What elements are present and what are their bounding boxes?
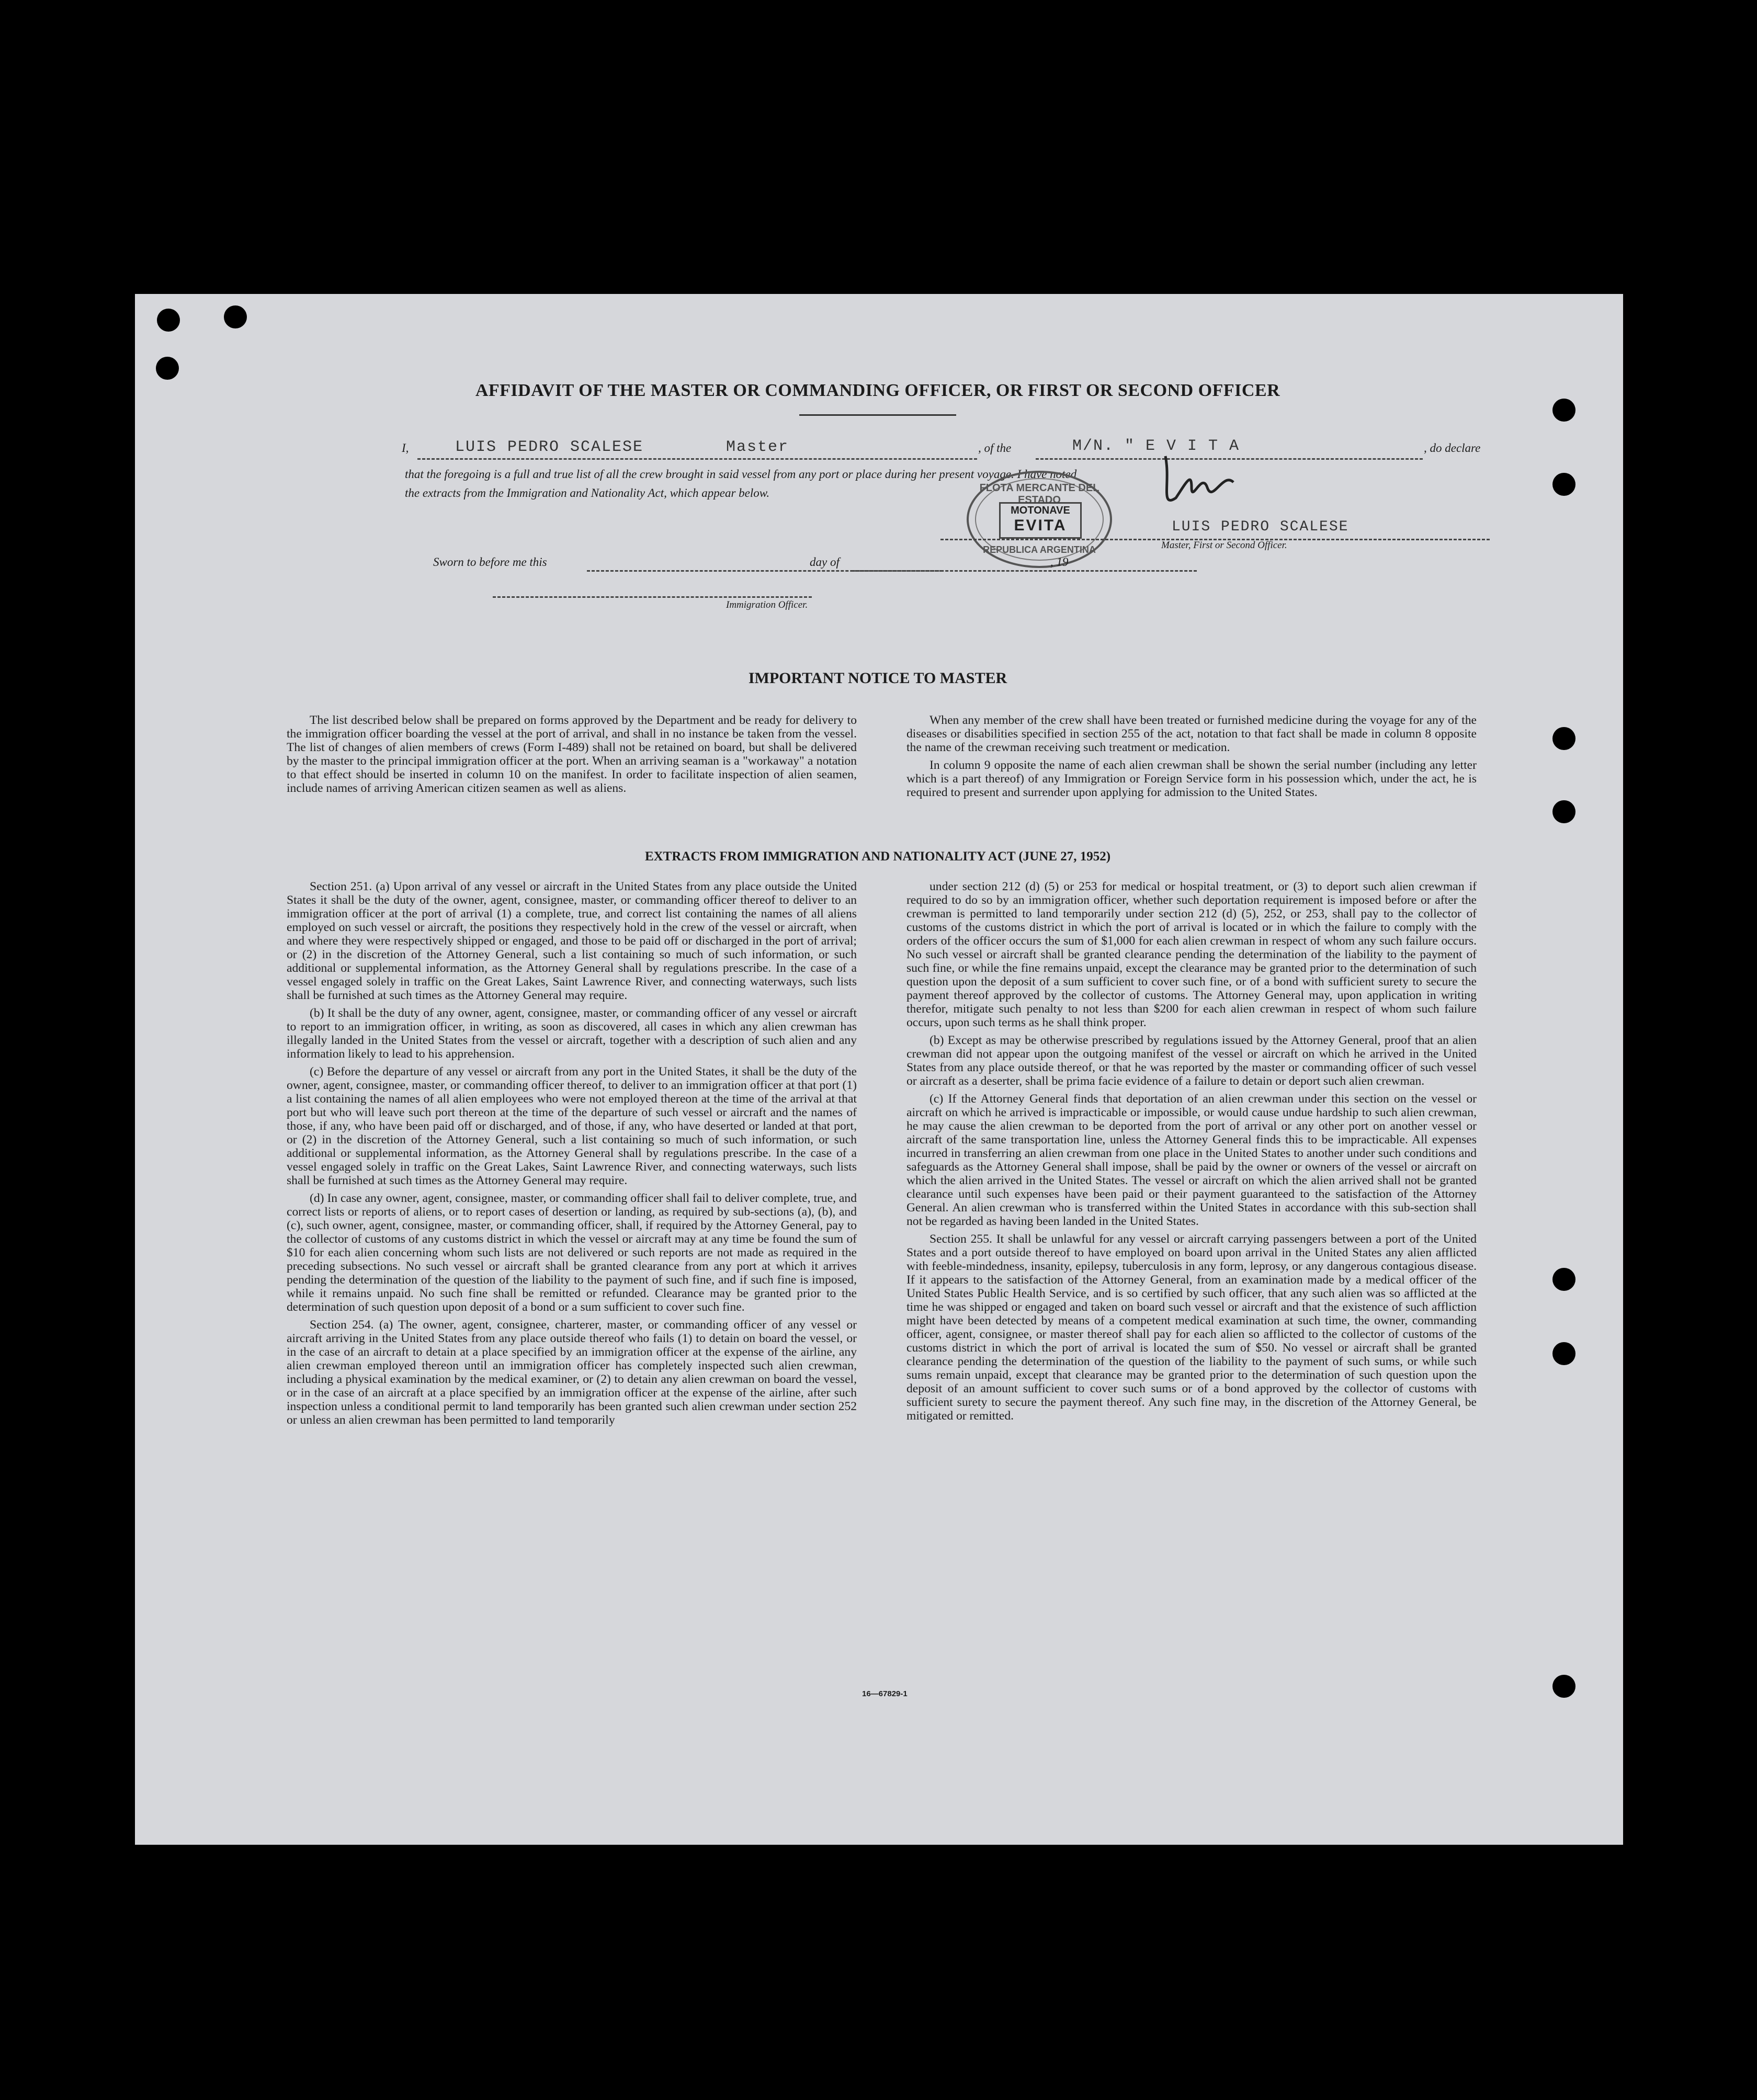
declaration-line-3: the extracts from the Immigration and Nationality Act, which appear below. bbox=[405, 486, 770, 500]
extract-paragraph: (b) Except as may be otherwise prescribed by regulations issued by the Attorney General, proof that an alien crewman did not appear upon the outgoing manifest of the vessel or aircraft on which he arrived in the United States from any place outside thereof, or that he was reported by the master or commanding officer of such vessel or aircraft as a deserter, shall be prima facie evidence of a failure to detain or deport such alien crewman. bbox=[906, 1034, 1477, 1088]
punch-hole bbox=[1552, 473, 1575, 496]
day-of-label: day of bbox=[810, 555, 840, 569]
stamp-bottom-text: REPUBLICA ARGENTINA bbox=[983, 544, 1096, 555]
stamp-box bbox=[999, 502, 1082, 539]
extract-paragraph: Section 255. It shall be unlawful for any vessel or aircraft carrying passengers between a port of the United States and a port outside thereof to have employed on board upon arrival in the United States any alien afflicted with feeble-mindedness, insanity, epilepsy, tuberculosis in any form, leprosy, or any dangerous contagious disease. If it appears to the satisfaction of the Attorney General, from an examination made by a medical officer of the United States Public Health Service, and is so certified by such officer, that any such alien was so afflicted at the time he was shipped or engaged and taken on board such vessel or aircraft and that the existence of such affliction might have been detected by means of a competent medical examination at such time, the owner, commanding officer, agent, consignee, or master thereof shall pay for each alien so afflicted to the collector of customs of the customs district in which the port of arrival is located the sum of $50. No vessel or aircraft shall be granted clearance pending the determination of the question of the liability to the payment of such sums, or while such sums remain unpaid, except that clearance may be granted prior to the determination of such question upon the deposit of an amount sufficient to cover such sums or of a bond approved by the collector of customs with sufficient surety to secure the payment thereof. Any such fine may, in the discretion of the Attorney General, be mitigated or remitted. bbox=[906, 1232, 1477, 1423]
master-name: LUIS PEDRO SCALESE bbox=[455, 438, 644, 456]
extracts-right-column bbox=[906, 880, 1477, 1427]
do-declare-label: , do declare bbox=[1424, 441, 1481, 455]
form-number: 16—67829-1 bbox=[862, 1689, 908, 1698]
stamp-name-2: EVITA bbox=[1014, 517, 1067, 534]
punch-hole bbox=[1552, 1342, 1575, 1365]
vessel-stamp bbox=[967, 471, 1112, 568]
stamp-name-1: MOTONAVE bbox=[1011, 505, 1070, 516]
officer-signature-line bbox=[493, 596, 812, 598]
master-rank: Master bbox=[726, 438, 789, 456]
sworn-label: Sworn to before me this bbox=[433, 555, 547, 569]
document-sheet bbox=[135, 294, 1623, 1845]
signature-caption: Master, First or Second Officer. bbox=[1161, 540, 1287, 551]
extract-paragraph: (c) If the Attorney General finds that deportation of an alien crewman under this section on the vessel or aircraft on which he arrived is impracticable or impossible, or would cause undue hardship to such alien crewman, he may cause the alien crewman to be deported from the port of arrival or any other port on another vessel or aircraft of the same transportation line, unless the Attorney General finds this to be impracticable. All expenses incurred in transferring an alien crewman from one place in the United States to another under such conditions and safeguards as the Attorney General shall impose, shall be paid by the owner or owners of the vessel or aircraft on which the alien arrived in the United States. The vessel or aircraft on which the alien arrived shall not be granted clearance until such expenses have been paid or their payment guaranteed to the satisfaction of the Attorney General. An alien crewman who is transferred within the United States in accordance with this sub-section shall not be regarded as having been landed in the United States. bbox=[906, 1092, 1477, 1228]
stamp-top-text: FLOTA MERCANTE DEL ESTADO bbox=[979, 482, 1099, 506]
year-prefix: , 19 bbox=[1050, 555, 1069, 569]
extract-paragraph: (d) In case any owner, agent, consignee, master, or commanding officer shall fail to deliver complete, true, and correct lists or reports of aliens, or to report cases of desertion or landing, as required by sub-sections (a), (b), and (c), such owner, agent, consignee, master, or commanding officer, shall, if required by the Attorney General, pay to the collector of customs of any customs district in which the vessel or aircraft may at any time be found the sum of $10 for each alien concerning whom such lists are not delivered or such reports are not made as required in the preceding subsections. No such vessel or aircraft shall be granted clearance from any port at which it arrives pending the determination of the question of the liability to the payment of such fine, and if such fine is imposed, while it remains unpaid. No such fine shall be remitted or refunded. Clearance may be granted prior to the determination of such question upon deposit of a bond or a sum sufficient to cover such fine. bbox=[287, 1191, 857, 1314]
signature-mark bbox=[1155, 451, 1244, 519]
punch-hole bbox=[224, 305, 247, 328]
notice-left-text bbox=[287, 713, 857, 799]
notice-title: IMPORTANT NOTICE TO MASTER bbox=[748, 669, 1007, 687]
punch-hole bbox=[1552, 800, 1575, 823]
extract-paragraph: Section 254. (a) The owner, agent, consignee, charterer, master, or commanding officer of any vessel or aircraft arriving in the United States from any place outside thereof who fails (1) to detain on board the vessel, or in the case of an aircraft to detain at a place specified by an immigration officer at the expense of the airline, any alien crewman employed thereon until an immigration officer has completely inspected such alien crewman, including a physical examination by the medical examiner, or (2) to detain any alien crewman on board the vessel, or in the case of an aircraft at a place specified by an immigration officer at the expense of the airline, after such inspection unless a conditional permit to land temporarily has been granted such alien crewman under section 252 or unless an alien crewman has been permitted to land temporarily bbox=[287, 1318, 857, 1427]
extracts-left-column bbox=[287, 880, 857, 1431]
punch-hole bbox=[1552, 399, 1575, 422]
signature-typed-name: LUIS PEDRO SCALESE bbox=[1172, 519, 1349, 535]
extract-paragraph: (b) It shall be the duty of any owner, agent, consignee, master, or commanding officer of any vessel or aircraft to report to an immigration officer, in writing, as soon as discovered, all cases in which any alien crewman has illegally landed in the United States from the vessel or aircraft, together with a description of such alien and any information likely to lead to his apprehension. bbox=[287, 1006, 857, 1061]
extract-paragraph: (c) Before the departure of any vessel or aircraft from any port in the United States, it shall be the duty of the owner, agent, consignee, master, or commanding officer thereof, to deliver to an immigration officer at that port (1) a list containing the names of all alien employees who were not employed thereon at the time of the arrival at that port but who will leave such port thereon at the time of the departure of such vessel or aircraft and the names of those, if any, who have been paid off or discharged, and of those, if any, who have deserted or landed at that port, or (2) in the discretion of the Attorney General, such a list containing so much of such information, or such additional or supplemental information, as the Attorney General shall by regulations prescribe. In the case of a vessel engaged solely in traffic on the Great Lakes, Saint Lawrence River, and connecting waterways, such lists shall be furnished at such times as the Attorney General may require. bbox=[287, 1065, 857, 1187]
name-line bbox=[417, 458, 977, 460]
punch-hole bbox=[1552, 727, 1575, 750]
of-the-label: , of the bbox=[978, 441, 1012, 455]
officer-caption: Immigration Officer. bbox=[726, 599, 808, 610]
extract-paragraph: under section 212 (d) (5) or 253 for medical or hospital treatment, or (3) to deport such alien crewman if required to do so by an immigration officer, whether such deportation requirement is imposed before or after the crewman is permitted to land temporarily under section 212 (d) (5), 252, or 253, shall pay to the collector of customs of the customs district in which the port of arrival is located or in which the failure to comply with the orders of the officer occurs the sum of $1,000 for each alien crewman in respect of whom any such failure occurs. No such vessel or aircraft shall be granted clearance pending the determination of the liability to the payment of such fine, or while the fine remains unpaid, except the clearance may be granted prior to the determination of such question upon the deposit of a sum sufficient to cover such fine, or of a bond with sufficient surety to secure the payment thereof approved by the collector of customs. The Attorney General may, upon application in writing therefor, mitigate such penalty to not less than $200 for each alien crewman in respect of whom such failure occurs, upon such terms as he shall think proper. bbox=[906, 880, 1477, 1029]
affidavit-title: AFFIDAVIT OF THE MASTER OR COMMANDING OFFICER, OR FIRST OR SECOND OFFICER bbox=[475, 381, 1280, 400]
notice-right-paragraph-2: In column 9 opposite the name of each alien crewman shall be shown the serial number (including any letter which is a part thereof) of any Immigration or Foreign Service form in his possession which, under the act, he is required to present and surrender upon applying for admission to the United States. bbox=[906, 758, 1477, 799]
punch-hole bbox=[1552, 1268, 1575, 1291]
i-label: I, bbox=[402, 441, 409, 455]
punch-hole bbox=[157, 309, 180, 332]
declaration-line-2: that the foregoing is a full and true list of all the crew brought in said vessel from any port or place during her present voyage. I have noted bbox=[405, 468, 1077, 481]
notice-right-text bbox=[906, 713, 1477, 803]
sworn-month-line bbox=[852, 570, 1197, 572]
vessel-name: M/N. " E V I T A bbox=[1072, 437, 1240, 455]
notice-right-paragraph-1: When any member of the crew shall have been treated or furnished medicine during the voyage for any of the diseases or disabilities specified in section 255 of the act, notation to that fact shall be made in column 8 opposite the name of the crewman receiving such treatment or medication. bbox=[906, 713, 1477, 754]
notice-left-paragraph: The list described below shall be prepared on forms approved by the Department and be ready for delivery to the immigration officer boarding the vessel at the port of arrival, and shall in no instance be taken from the vessel. The list of changes of alien members of crews (Form I-489) shall not be retained on board, but shall be delivered by the master to the principal immigration officer at the port. When an arriving seaman is a "workaway" a notation to that effect should be inserted in column 10 on the manifest. In order to facilitate inspection of alien seamen, include names of arriving American citizen seamen as well as aliens. bbox=[287, 713, 857, 795]
title-rule bbox=[799, 414, 956, 416]
extract-paragraph: Section 251. (a) Upon arrival of any vessel or aircraft in the United States from any place outside the United States it shall be the duty of the owner, agent, consignee, master, or commanding officer thereof to deliver to an immigration officer at the port of arrival (1) a complete, true, and correct list containing the names of all aliens employed on such vessel or aircraft, the positions they respectively hold in the crew of the vessel or aircraft, when and where they were respectively shipped or engaged, and those to be paid off or discharged in the port of arrival; or (2) in the discretion of the Attorney General, such a list containing so much of such information, or such additional or supplemental information, as the Attorney General shall by regulations prescribe. In the case of a vessel engaged solely in traffic on the Great Lakes, Saint Lawrence River, and connecting waterways, such lists shall be furnished at such times as the Attorney General may require. bbox=[287, 880, 857, 1002]
extracts-title: EXTRACTS FROM IMMIGRATION AND NATIONALITY ACT (JUNE 27, 1952) bbox=[644, 849, 1111, 864]
punch-hole bbox=[1552, 1675, 1575, 1698]
punch-hole bbox=[156, 357, 179, 380]
